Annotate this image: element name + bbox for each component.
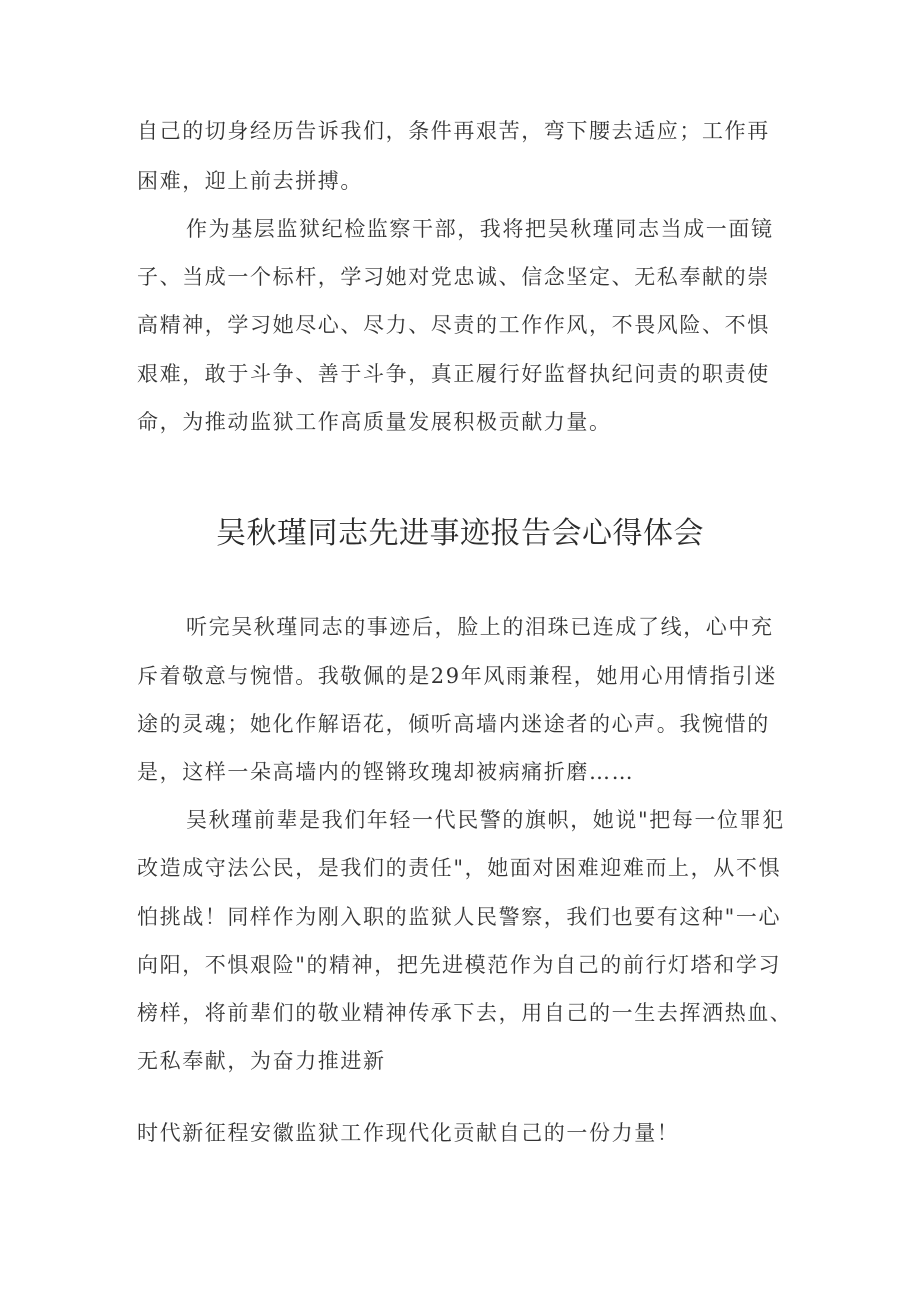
- paragraph-line: 改造成守法公民，是我们的责任"，她面对困难迎难而上，从不惧: [137, 856, 782, 880]
- paragraph-line: 榜样，将前辈们的敬业精神传承下去，用自己的一生去挥洒热血、: [137, 1001, 793, 1025]
- paragraph-line: 子、当成一个标杆，学习她对党忠诚、信念坚定、无私奉献的崇: [137, 265, 770, 289]
- paragraph-line: 途的灵魂；她化作解语花，倾听高墙内迷途者的心声。我惋惜的: [137, 712, 770, 736]
- paragraph-line: 自己的切身经历告诉我们，条件再艰苦，弯下腰去适应；工作再: [137, 119, 770, 143]
- paragraph-line: 困难，迎上前去拼搏。: [137, 169, 363, 193]
- paragraph-line: 是，这样一朵高墙内的铿锵玫瑰却被病痛折磨……: [137, 760, 635, 784]
- paragraph-line: 无私奉献，为奋力推进新: [137, 1049, 386, 1073]
- paragraph-line: 吴秋瑾前辈是我们年轻一代民警的旗帜，她说"把每一位罪犯: [186, 808, 785, 832]
- paragraph-line: 作为基层监狱纪检监察干部，我将把吴秋瑾同志当成一面镜: [186, 217, 774, 241]
- paragraph-line: 艰难，敢于斗争、善于斗争，真正履行好监督执纪问责的职责使: [137, 362, 770, 386]
- paragraph-line: 命，为推动监狱工作高质量发展积极贡献力量。: [137, 410, 612, 434]
- page-title: 吴秋瑾同志先进事迹报告会心得体会: [216, 516, 704, 551]
- paragraph-line: 时代新征程安徽监狱工作现代化贡献自己的一份力量！: [137, 1121, 680, 1145]
- paragraph-line: 斥着敬意与惋惜。我敬佩的是29年风雨兼程，她用心用情指引迷: [137, 664, 778, 688]
- paragraph-line: 高精神，学习她尽心、尽力、尽责的工作作风，不畏风险、不惧: [137, 313, 770, 337]
- paragraph-line: 向阳，不惧艰险"的精神，把先进模范作为自己的前行灯塔和学习: [137, 953, 782, 977]
- paragraph-line: 怕挑战！同样作为刚入职的监狱人民警察，我们也要有这种"一心: [137, 905, 782, 929]
- paragraph-line: 听完吴秋瑾同志的事迹后，脸上的泪珠已连成了线，心中充: [186, 615, 774, 639]
